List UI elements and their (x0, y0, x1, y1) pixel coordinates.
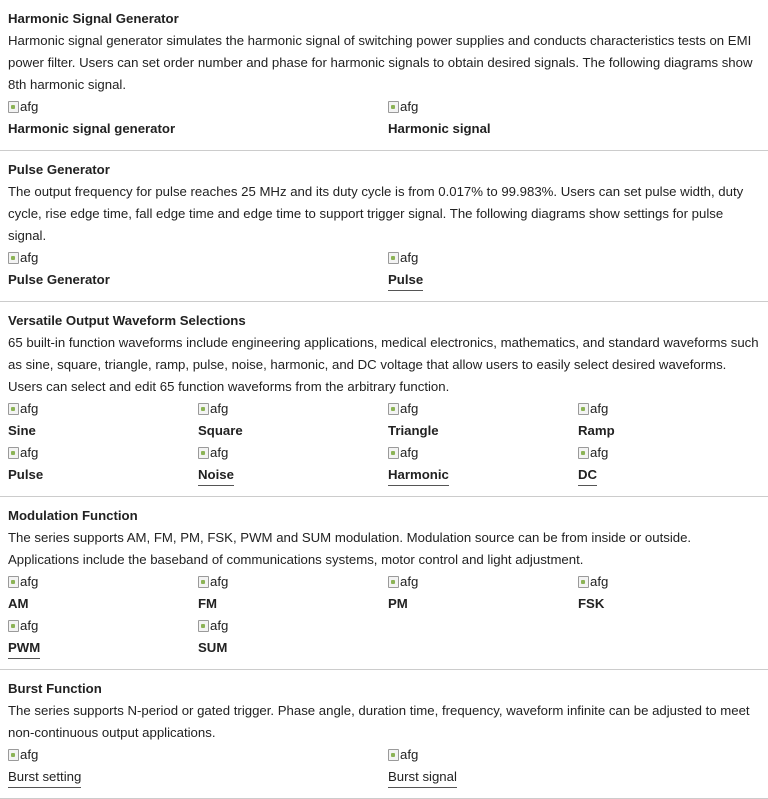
image-grid (8, 398, 760, 486)
figure-item[interactable] (388, 442, 578, 486)
figure-item[interactable] (8, 744, 388, 788)
figure-caption: Harmonic signal (388, 121, 491, 136)
image-alt-text: afg (590, 574, 609, 589)
figure-caption: Pulse Generator (8, 272, 110, 287)
figure-caption: Harmonic signal generator (8, 121, 176, 136)
image-alt-text: afg (20, 445, 39, 460)
broken-image-icon (388, 576, 399, 588)
broken-image-icon (578, 447, 589, 459)
section-output-waveforms (0, 302, 768, 497)
image-alt-text: afg (20, 618, 39, 633)
broken-image-icon (8, 749, 19, 761)
broken-image-icon (388, 403, 399, 415)
image-alt-text: afg (210, 445, 229, 460)
broken-image-icon (388, 252, 399, 264)
broken-image (578, 571, 760, 593)
broken-image (198, 571, 388, 593)
broken-image-icon (8, 447, 19, 459)
section-title: Harmonic Signal Generator (8, 11, 179, 26)
broken-image (198, 615, 388, 637)
broken-image (388, 571, 578, 593)
broken-image[interactable] (8, 744, 388, 766)
broken-image-icon (8, 403, 19, 415)
section-title: Versatile Output Waveform Selections (8, 313, 246, 328)
figure-caption: PM (388, 596, 408, 611)
figure-caption-link[interactable]: Noise (198, 465, 234, 486)
figure-item (8, 398, 198, 442)
image-alt-text: afg (400, 574, 419, 589)
image-grid (8, 247, 760, 291)
section-burst-function (0, 670, 768, 799)
broken-image-icon (388, 749, 399, 761)
section-harmonic-signal-generator (0, 0, 768, 151)
broken-image-icon (8, 252, 19, 264)
broken-image[interactable] (8, 615, 198, 637)
image-alt-text: afg (400, 99, 419, 114)
figure-caption-link[interactable]: Burst setting (8, 767, 81, 788)
figure-caption: AM (8, 596, 29, 611)
broken-image[interactable] (388, 744, 760, 766)
section-description: The output frequency for pulse reaches 25 MHz and its duty cycle is from 0.017% to 99.983%. Users can set pulse width, duty cycle, rise edge time, fall edge time and edge time to support trigger signal. The following diagrams show settings for pulse signal. (8, 184, 744, 243)
image-alt-text: afg (20, 747, 39, 762)
broken-image-icon (8, 101, 19, 113)
figure-caption: Square (198, 423, 243, 438)
figure-item (388, 96, 760, 140)
figure-item (8, 571, 198, 615)
figure-item[interactable] (578, 442, 760, 486)
figure-item[interactable] (8, 615, 198, 659)
image-alt-text: afg (400, 401, 419, 416)
section-modulation-function (0, 497, 768, 670)
figure-caption: Sine (8, 423, 36, 438)
broken-image-icon (8, 620, 19, 632)
figure-item (198, 398, 388, 442)
image-alt-text: afg (20, 250, 39, 265)
figure-caption: Triangle (388, 423, 439, 438)
image-alt-text: afg (20, 99, 39, 114)
figure-caption: SUM (198, 640, 228, 655)
image-alt-text: afg (590, 445, 609, 460)
figure-caption: FM (198, 596, 218, 611)
broken-image-icon (8, 576, 19, 588)
figure-item (388, 398, 578, 442)
broken-image (198, 398, 388, 420)
figure-item (578, 398, 760, 442)
figure-item[interactable] (388, 247, 760, 291)
broken-image (8, 247, 388, 269)
section-title: Modulation Function (8, 508, 138, 523)
broken-image-icon (198, 403, 209, 415)
image-alt-text: afg (210, 574, 229, 589)
broken-image-icon (388, 101, 399, 113)
image-grid (8, 571, 760, 659)
broken-image (8, 571, 198, 593)
section-description: The series supports AM, FM, PM, FSK, PWM and SUM modulation. Modulation source can be from inside or outside. Applications include the baseband of communications systems, motor control and light adjustment. (8, 530, 692, 567)
image-alt-text: afg (210, 618, 229, 633)
section-pulse-generator (0, 151, 768, 302)
image-alt-text: afg (400, 250, 419, 265)
broken-image (8, 96, 388, 118)
image-alt-text: afg (590, 401, 609, 416)
figure-caption-link[interactable]: PWM (8, 638, 40, 659)
broken-image[interactable] (388, 247, 760, 269)
image-alt-text: afg (20, 401, 39, 416)
figure-caption-link[interactable]: DC (578, 465, 597, 486)
broken-image (388, 398, 578, 420)
figure-item (8, 247, 388, 291)
image-alt-text: afg (400, 747, 419, 762)
broken-image[interactable] (388, 442, 578, 464)
figure-item (8, 96, 388, 140)
broken-image-icon (198, 620, 209, 632)
image-alt-text: afg (210, 401, 229, 416)
broken-image-icon (578, 403, 589, 415)
broken-image (388, 96, 760, 118)
section-title: Burst Function (8, 681, 102, 696)
figure-caption-link[interactable]: Burst signal (388, 767, 457, 788)
broken-image[interactable] (198, 442, 388, 464)
figure-caption: Pulse (8, 467, 44, 482)
broken-image-icon (578, 576, 589, 588)
figure-caption-link[interactable]: Harmonic (388, 465, 449, 486)
broken-image (578, 398, 760, 420)
figure-item (198, 615, 388, 659)
section-description: The series supports N-period or gated trigger. Phase angle, duration time, frequency, waveform infinite can be adjusted to meet non-continuous output applications. (8, 703, 750, 740)
figure-caption-link[interactable]: Pulse (388, 270, 423, 291)
image-grid (8, 96, 760, 140)
broken-image[interactable] (578, 442, 760, 464)
broken-image (8, 442, 198, 464)
broken-image-icon (198, 576, 209, 588)
figure-item[interactable] (388, 744, 760, 788)
image-grid (8, 744, 760, 788)
section-description: 65 built-in function waveforms include engineering applications, medical electronics, mathematics, and standard waveforms such as sine, square, triangle, ramp, pulse, noise, harmonic, and DC voltage that allow users to easily select desired waveforms. Users can select and edit 65 function waveforms from the arbitrary function. (8, 335, 759, 394)
figure-item[interactable] (198, 442, 388, 486)
figure-item (578, 571, 760, 615)
image-alt-text: afg (400, 445, 419, 460)
figure-item (198, 571, 388, 615)
image-alt-text: afg (20, 574, 39, 589)
broken-image (8, 398, 198, 420)
figure-caption: FSK (578, 596, 605, 611)
figure-item (8, 442, 198, 486)
figure-caption: Ramp (578, 423, 615, 438)
section-description: Harmonic signal generator simulates the harmonic signal of switching power supplies and conducts characteristics tests on EMI power filter. Users can set order number and phase for harmonic signals to obtain desired signals. The following diagrams show 8th harmonic signal. (8, 33, 753, 92)
section-title: Pulse Generator (8, 162, 110, 177)
figure-item (388, 571, 578, 615)
broken-image-icon (198, 447, 209, 459)
broken-image-icon (388, 447, 399, 459)
